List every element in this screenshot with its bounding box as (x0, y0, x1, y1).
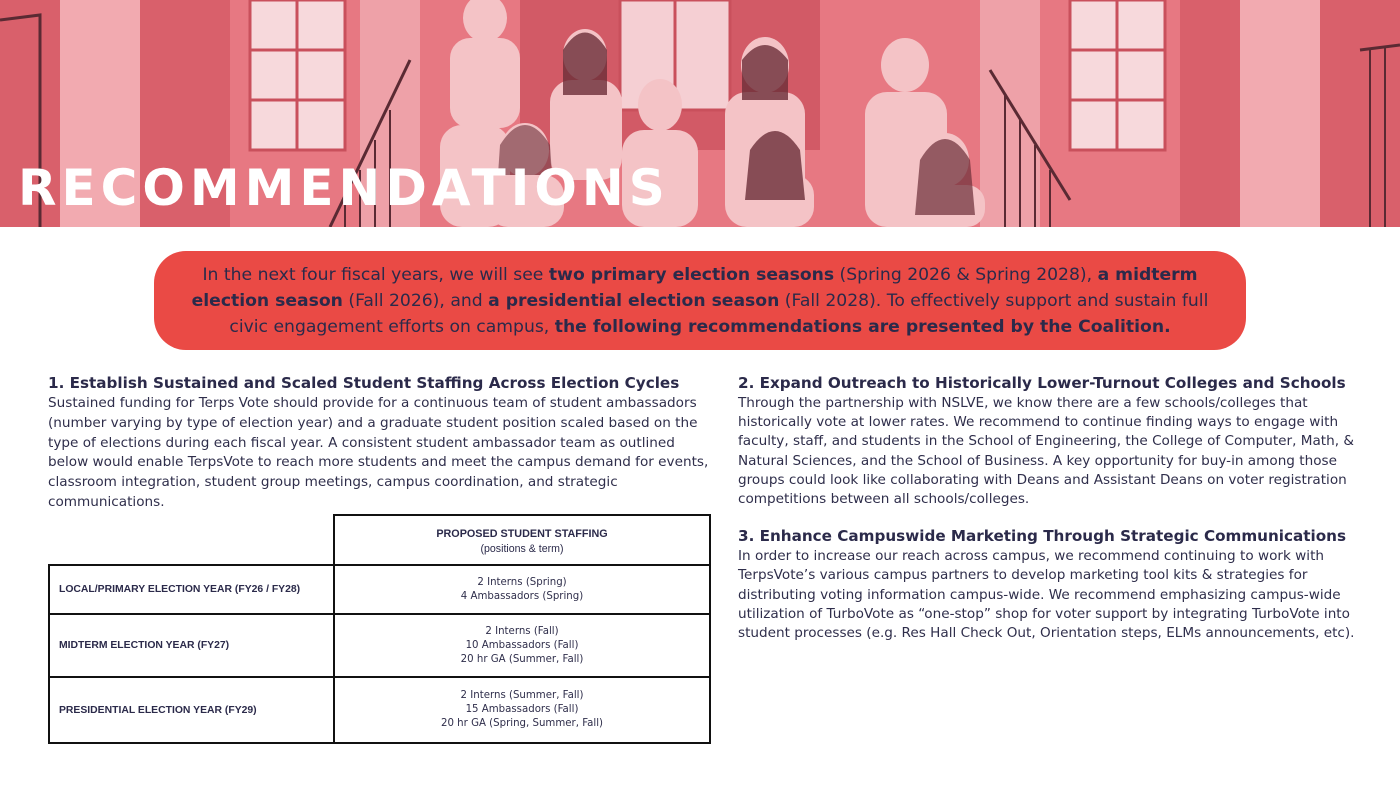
section-3 (738, 527, 1358, 643)
staffing-line: 10 Ambassadors (Fall) (465, 639, 579, 651)
section-3-title: 3. Enhance Campuswide Marketing Through Strategic Communications (738, 527, 1347, 546)
row-staffing (334, 677, 710, 743)
section-1-title: 1. Establish Sustained and Scaled Student Staffing Across Election Cycles (48, 374, 680, 392)
staffing-line: 2 Interns (Spring) (477, 576, 567, 588)
section-1 (48, 374, 714, 513)
table-corner (49, 515, 334, 565)
callout-highlight: two primary election seasons (548, 265, 835, 285)
callout-highlight: a midterm election season (191, 265, 1198, 311)
left-column (48, 374, 714, 513)
callout-segment: (Fall 2028). To effectively support and sustain full civic engagement efforts on campus, (229, 291, 1209, 337)
header-banner (0, 0, 1400, 227)
table-header (334, 515, 710, 565)
staffing-line: 20 hr GA (Spring, Summer, Fall) (440, 718, 604, 729)
section-1-body: Sustained funding for Terps Vote should provide for a continuous team of student ambassadors (number varying by type of election year) and a graduate student position scaled based on the type of elections during each fiscal year. A consistent student ambassador team as outlined below would enable TerpsVote to reach more students and meet the campus demand for events, classroom integration, student group meetings, campus coordination, and strategic communications. (48, 395, 709, 510)
section-2-body: Through the partnership with NSLVE, we know there are a few schools/colleges that historically vote at lower rates. We recommend to continue finding ways to engage with faculty, staff, and students in the School of Engineering, the College of Computer, Math, & Natural Sciences, and the School of Business. A key opportunity for buy-in among those groups could look like collaborating with Deans and Assistant Deans on voter registration competitions between all schools/colleges. (738, 395, 1354, 508)
callout-segment: In the next four fiscal years, we will see (202, 265, 549, 285)
callout-highlight: a presidential election season (488, 291, 780, 311)
staffing-line: 20 hr GA (Summer, Fall) (460, 653, 584, 665)
table-row (49, 614, 710, 677)
callout-segment: (Fall 2026), and (342, 291, 489, 311)
callout-text (192, 265, 1209, 337)
section-2 (738, 374, 1358, 509)
table-header-title: PROPOSED STUDENT STAFFING (436, 527, 608, 540)
callout-highlight: the following recommendations are presented by the Coalition. (554, 317, 1171, 337)
table-header-subtitle: (positions & term) (480, 542, 564, 555)
staffing-line: 2 Interns (Summer, Fall) (460, 690, 584, 701)
staffing-line: 4 Ambassadors (Spring) (460, 590, 584, 602)
callout-segment: (Spring 2026 & Spring 2028), (834, 265, 1098, 285)
row-label: MIDTERM ELECTION YEAR (FY27) (49, 614, 334, 677)
right-column (738, 374, 1358, 643)
row-staffing (334, 565, 710, 614)
staffing-line: 2 Interns (Fall) (485, 625, 559, 637)
section-2-title: 2. Expand Outreach to Historically Lower-Turnout Colleges and Schools (738, 374, 1346, 392)
row-label: PRESIDENTIAL ELECTION YEAR (FY29) (49, 677, 334, 743)
row-staffing (334, 614, 710, 677)
table-row (49, 677, 710, 743)
row-label: LOCAL/PRIMARY ELECTION YEAR (FY26 / FY28) (49, 565, 334, 614)
staffing-line: 15 Ambassadors (Fall) (465, 704, 579, 715)
intro-callout (154, 251, 1246, 350)
staffing-table (48, 514, 711, 744)
page-title: RECOMMENDATIONS (18, 159, 670, 217)
section-3-body: In order to increase our reach across campus, we recommend continuing to work with TerpsVote’s various campus partners to develop marketing tool kits & strategies for distributing voting information campus-wide. We recommend emphasizing campus-wide utilization of TurboVote as “one-stop” shop for voter support by integrating TurboVote into student processes (e.g. Res Hall Check Out, Orientation steps, ELMs announcements, etc). (738, 548, 1355, 642)
table-row (49, 565, 710, 614)
